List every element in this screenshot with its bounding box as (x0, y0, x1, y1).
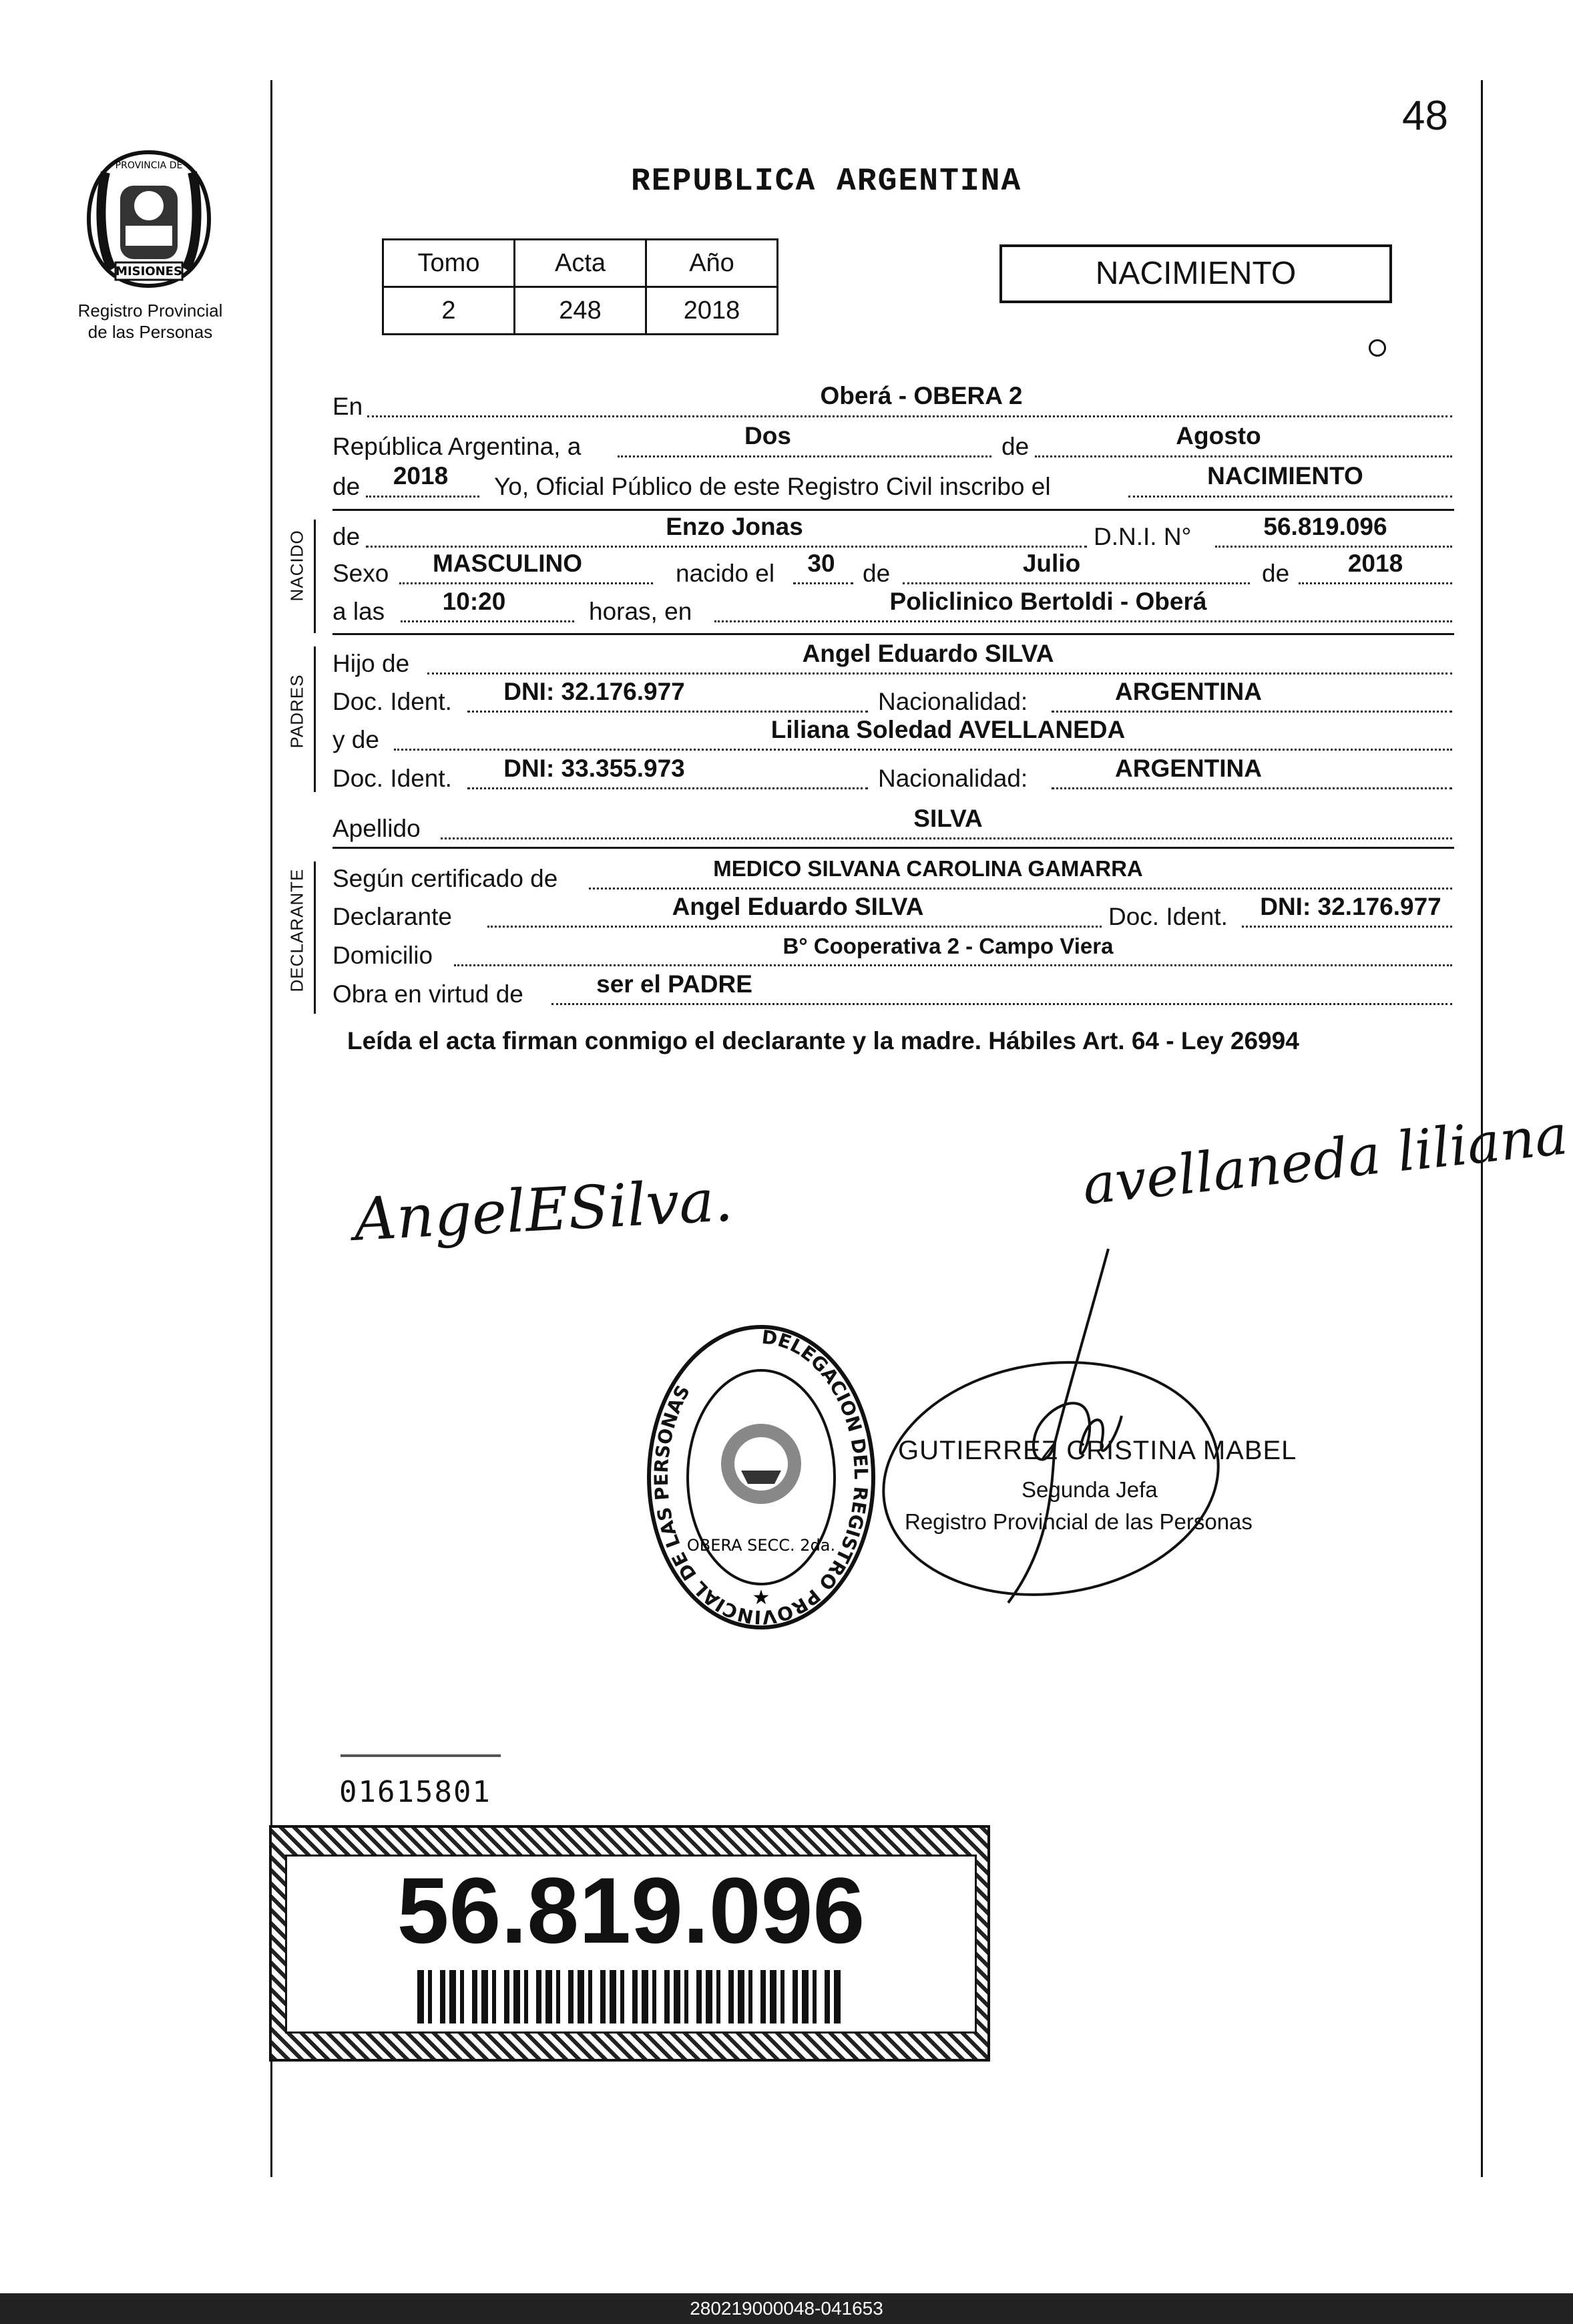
label-de-year: de (332, 473, 361, 500)
value-acto: NACIMIENTO (1207, 462, 1363, 490)
value-nac-anio: 2018 (1347, 550, 1403, 577)
divider-line (332, 633, 1454, 635)
label-nacido-el: nacido el (676, 560, 775, 587)
label-horas-en: horas, en (589, 598, 692, 625)
value-hora: 10:20 (442, 588, 506, 615)
label-de-year2: de (1262, 560, 1290, 587)
dotted-line (1035, 455, 1452, 457)
dotted-line (618, 455, 991, 457)
dotted-line (401, 620, 574, 622)
label-segun: Según certificado de (332, 865, 558, 892)
small-circle-mark (1369, 339, 1386, 357)
dotted-line (454, 964, 1452, 966)
value-certificado: MEDICO SILVANA CAROLINA GAMARRA (713, 856, 1143, 881)
table-value-anio: 2018 (646, 287, 778, 335)
table-header-anio: Año (646, 240, 778, 287)
label-nacionalidad2: Nacionalidad: (878, 765, 1028, 792)
serial-number: 01615801 (339, 1775, 491, 1809)
signature-declarante: AngelESilva. (352, 1165, 735, 1254)
value-declarante: Angel Eduardo SILVA (672, 893, 924, 920)
barcode (417, 1970, 845, 2023)
dotted-line (467, 711, 868, 713)
dotted-line (1052, 711, 1452, 713)
signature-madre: avellaneda liliana (1080, 1103, 1571, 1217)
dni-label-inner (285, 1855, 977, 2034)
value-anio: 2018 (393, 462, 449, 490)
dotted-line (903, 582, 1250, 584)
label-de: de (1001, 433, 1030, 460)
label-de-month: de (863, 560, 891, 587)
page-number: 48 (1402, 93, 1448, 139)
logo-caption-line2: de las Personas (87, 322, 213, 342)
delegation-stamp (641, 1317, 881, 1631)
label-nacionalidad: Nacionalidad: (878, 688, 1028, 715)
value-apellido: SILVA (913, 805, 983, 832)
dotted-line (793, 582, 853, 584)
record-type-box: NACIMIENTO (999, 244, 1392, 303)
value-dia: Dos (744, 422, 791, 449)
label-apellido: Apellido (332, 815, 421, 842)
dotted-line (551, 1003, 1452, 1005)
footer-code: 280219000048-041653 (0, 2293, 1573, 2324)
value-madre-doc: DNI: 33.355.973 (503, 755, 685, 782)
stamp-inner-text: OBERA SECC. 2da. (686, 1536, 836, 1555)
dotted-line (589, 888, 1452, 890)
label-yo: Yo, Oficial Público de este Registro Civil inscribo el (494, 473, 1051, 500)
label-de-name: de (332, 523, 361, 550)
officer-office: Registro Provincial de las Personas (905, 1509, 1253, 1534)
value-madre-nac: ARGENTINA (1115, 755, 1262, 782)
label-obra: Obra en virtud de (332, 980, 523, 1008)
section-bar-padres (314, 646, 316, 792)
dotted-line (394, 749, 1452, 751)
value-lugar-nac: Policlinico Bertoldi - Oberá (889, 588, 1207, 615)
label-domicilio: Domicilio (332, 942, 433, 969)
value-padre-nac: ARGENTINA (1115, 678, 1262, 705)
serial-scribble (341, 1746, 501, 1757)
value-nac-mes: Julio (1022, 550, 1081, 577)
dotted-line (399, 582, 653, 584)
dotted-line (467, 787, 868, 789)
section-tag-nacido: NACIDO (286, 530, 307, 602)
value-domicilio: B° Cooperativa 2 - Campo Viera (782, 934, 1114, 958)
label-dni-no: D.N.I. N° (1094, 523, 1192, 550)
dotted-line (367, 415, 1452, 417)
dotted-line (1215, 546, 1452, 548)
table-value-tomo: 2 (383, 287, 515, 335)
value-declarante-doc: DNI: 32.176.977 (1260, 893, 1441, 920)
officer-name: GUTIERREZ CRISTINA MABEL (898, 1436, 1297, 1465)
label-y-de: y de (332, 726, 379, 753)
logo-caption-line1: Registro Provincial (77, 301, 223, 321)
registry-logo (79, 146, 219, 293)
dotted-line (1242, 926, 1452, 928)
label-doc-ident2: Doc. Ident. (332, 765, 452, 792)
dotted-line (1299, 582, 1452, 584)
value-nac-dia: 30 (807, 550, 835, 577)
divider-line (332, 847, 1454, 849)
label-hijo-de: Hijo de (332, 650, 410, 677)
value-lugar: Oberá - OBERA 2 (820, 382, 1023, 409)
table-header-tomo: Tomo (383, 240, 515, 287)
document-title: REPUBLICA ARGENTINA (631, 164, 1022, 200)
label-republica: República Argentina, a (332, 433, 582, 460)
value-sexo: MASCULINO (432, 550, 583, 577)
label-sexo: Sexo (332, 560, 389, 587)
dotted-line (427, 672, 1452, 674)
value-padre: Angel Eduardo SILVA (802, 640, 1054, 667)
dotted-line (1052, 787, 1452, 789)
svg-text:PROVINCIA DE: PROVINCIA DE (115, 160, 183, 171)
stamp-ring-text: DELEGACION DEL REGISTRO PROVINCIAL DE LAS PERSONAS (650, 1326, 873, 1629)
label-declarante: Declarante (332, 903, 452, 930)
divider-line (332, 509, 1454, 511)
closing-text: Leída el acta firman conmigo el declarante y la madre. Hábiles Art. 64 - Ley 26994 (347, 1027, 1299, 1054)
value-madre: Liliana Soledad AVELLANEDA (770, 716, 1126, 743)
dotted-line (487, 926, 1102, 928)
dotted-line (714, 620, 1452, 622)
section-bar-declarante (314, 861, 316, 1014)
svg-text:★: ★ (752, 1586, 770, 1609)
dotted-line (441, 837, 1452, 839)
dotted-line (1128, 496, 1452, 498)
table-header-acta: Acta (515, 240, 646, 287)
officer-role: Segunda Jefa (1022, 1477, 1158, 1502)
value-obra: ser el PADRE (596, 970, 752, 998)
value-nombre: Enzo Jonas (666, 513, 803, 540)
label-doc-ident: Doc. Ident. (332, 688, 452, 715)
dni-strip-number: 56.819.096 (397, 1858, 865, 1963)
section-bar-nacido (314, 520, 316, 633)
registry-table (382, 238, 778, 335)
dni-label-strip (269, 1825, 990, 2062)
section-tag-declarante: DECLARANTE (286, 868, 307, 992)
label-en: En (332, 393, 363, 420)
misiones-seal-icon (79, 146, 219, 293)
value-padre-doc: DNI: 32.176.977 (503, 678, 685, 705)
dotted-line (366, 496, 479, 498)
table-value-acta: 248 (515, 287, 646, 335)
value-mes: Agosto (1176, 422, 1261, 449)
dotted-line (366, 546, 1087, 548)
value-dni: 56.819.096 (1263, 513, 1387, 540)
label-doc-ident3: Doc. Ident. (1108, 903, 1228, 930)
official-seal-icon (641, 1317, 881, 1631)
section-tag-padres: PADRES (286, 674, 307, 749)
officer-signature-icon (988, 1242, 1162, 1616)
label-a-las: a las (332, 598, 385, 625)
svg-text:MISIONES: MISIONES (116, 264, 182, 278)
